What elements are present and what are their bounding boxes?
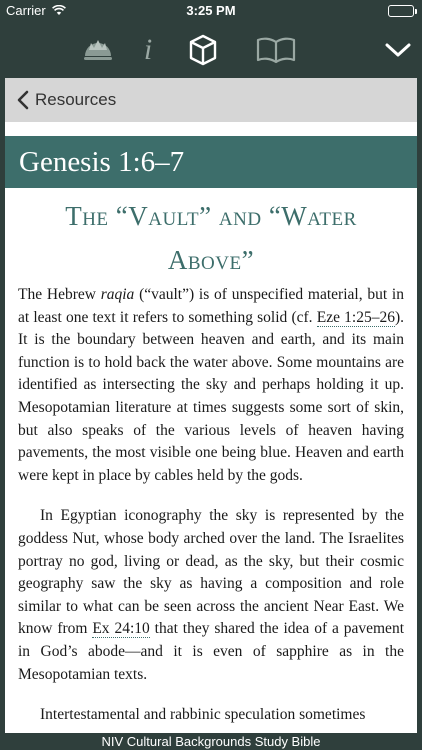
article-content[interactable] bbox=[5, 122, 417, 733]
hebrew-term: raqia bbox=[100, 286, 135, 303]
article-body bbox=[18, 284, 404, 733]
article-title bbox=[5, 194, 417, 282]
carrier-label: Carrier bbox=[6, 3, 46, 18]
status-time: 3:25 PM bbox=[186, 3, 236, 18]
article-title-line-1: The “Vault” and “Water bbox=[65, 201, 357, 231]
chevron-left-icon bbox=[17, 90, 29, 110]
top-toolbar bbox=[0, 22, 422, 78]
cross-reference-link[interactable]: Eze 1:25–26 bbox=[316, 308, 395, 326]
cube-icon[interactable] bbox=[181, 30, 225, 70]
info-icon[interactable] bbox=[126, 30, 170, 70]
status-bar bbox=[0, 0, 422, 22]
app-footer-title: NIV Cultural Backgrounds Study Bible bbox=[0, 733, 422, 750]
scripture-reference: Genesis 1:6–7 bbox=[5, 136, 417, 188]
chevron-down-icon[interactable] bbox=[376, 30, 420, 70]
paragraph-1: The Hebrew raqia (“vault”) is of unspecified material, but in at least one text it refers to something solid (cf. Eze 1:25–26). It is the boundary between heaven and earth, and its main function is to hold back the water above. Some mountains are identified as intersecting the sky and perhaps holding it up. Mesopotamian literature at times suggests some sort of skin, but also speaks of the various levels of heaven having pavements, the most visible one being blue. Heaven and earth were kept in place by cables held by the gods. bbox=[18, 286, 404, 484]
info-glyph: i bbox=[143, 33, 153, 66]
cross-reference-link[interactable]: Ex 24:10 bbox=[92, 620, 150, 638]
book-icon[interactable] bbox=[254, 30, 298, 70]
resources-back-button[interactable] bbox=[5, 78, 417, 122]
paragraph-3: Intertestamental and rabbinic speculation sometimes bbox=[40, 706, 366, 724]
resources-label: Resources bbox=[35, 90, 117, 109]
crown-icon[interactable] bbox=[76, 30, 120, 70]
battery-icon bbox=[388, 5, 414, 17]
article-title-line-2: Above” bbox=[167, 245, 255, 275]
paragraph-2: In Egyptian iconography the sky is represented by the goddess Nut, whose body arched over the land. The Israelites portray no god, living or dead, as the sky, but their cosmic geography saw the sky as having a composition and role similar to what can be seen across the ancient Near East. We know from Ex 24:10 that they shared the idea of a pavement in God’s abode—and it is even of sapphire as in the Mesopotamian texts. bbox=[18, 507, 404, 683]
